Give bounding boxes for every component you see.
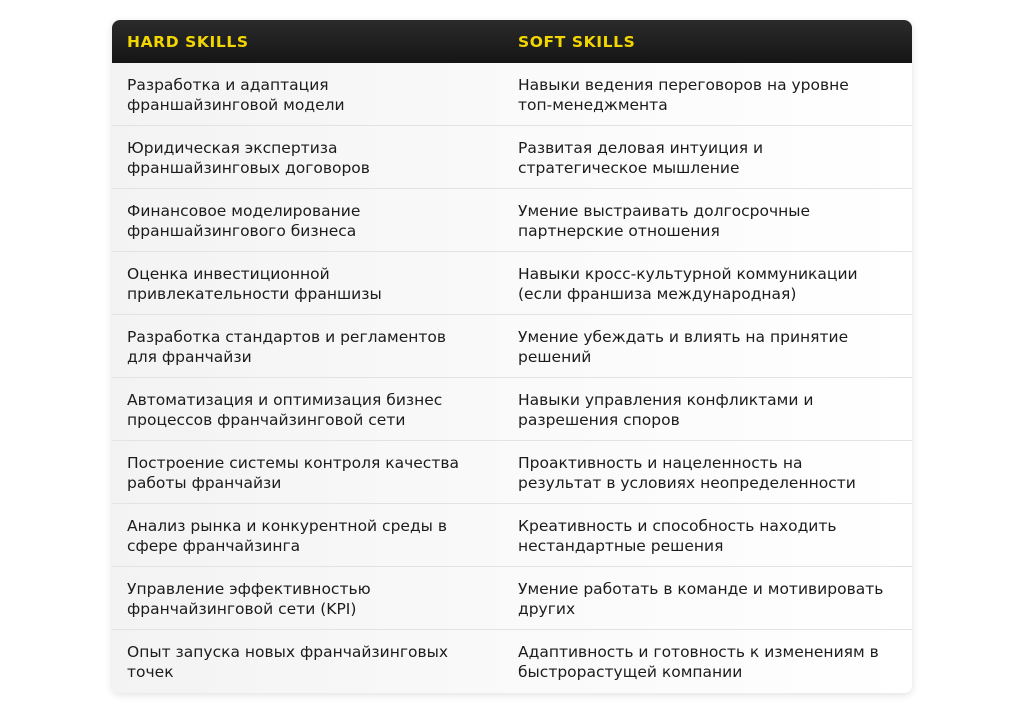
hard-skill-cell: Управление эффективностью франчайзинговой сети (KPI): [127, 580, 371, 618]
soft-skill-cell: Адаптивность и готовность к изменениям в быстрорастущей компании: [518, 643, 879, 681]
soft-skill-cell: Умение выстраивать долгосрочные партнерские отношения: [518, 202, 811, 240]
table-row: [112, 315, 912, 378]
soft-skill-cell: Навыки управления конфликтами и разрешения споров: [518, 391, 814, 429]
hard-skill-cell: Построение системы контроля качества работы франчайзи: [127, 454, 459, 492]
soft-skill-cell: Развитая деловая интуиция и стратегическое мышление: [518, 139, 764, 177]
table-row: [112, 63, 912, 126]
hard-skill-cell: Юридическая экспертиза франшайзинговых договоров: [127, 139, 370, 177]
soft-skill-cell: Навыки кросс-культурной коммуникации (если франшиза международная): [518, 265, 858, 303]
hard-skill-cell: Автоматизация и оптимизация бизнес процессов франчайзинговой сети: [127, 391, 443, 429]
table-row: [112, 378, 912, 441]
soft-skill-cell: Проактивность и нацеленность на результат в условиях неопределенности: [518, 454, 856, 492]
hard-skill-cell: Анализ рынка и конкурентной среды в сфере франчайзинга: [127, 517, 447, 555]
header-soft-skills: SOFT SKILLS: [518, 32, 636, 51]
skills-table: [112, 20, 912, 693]
hard-skill-cell: Разработка стандартов и регламентов для франчайзи: [127, 328, 447, 366]
header-hard-skills: HARD SKILLS: [127, 32, 249, 51]
table-row: [112, 126, 912, 189]
hard-skill-cell: Финансовое моделирование франшайзингового бизнеса: [127, 202, 361, 240]
table-body: [112, 63, 912, 693]
table-row: [112, 504, 912, 567]
soft-skill-cell: Навыки ведения переговоров на уровне топ-менеджмента: [518, 76, 849, 114]
hard-skill-cell: Опыт запуска новых франчайзинговых точек: [127, 643, 449, 681]
table-row: [112, 630, 912, 693]
soft-skill-cell: Умение работать в команде и мотивировать других: [518, 580, 884, 618]
table-header: [112, 20, 912, 63]
hard-skill-cell: Разработка и адаптация франшайзинговой модели: [127, 76, 345, 114]
table-row: [112, 567, 912, 630]
soft-skill-cell: Умение убеждать и влиять на принятие решений: [518, 328, 849, 366]
table-row: [112, 252, 912, 315]
soft-skill-cell: Креативность и способность находить нестандартные решения: [518, 517, 837, 555]
table-row: [112, 441, 912, 504]
table-row: [112, 189, 912, 252]
hard-skill-cell: Оценка инвестиционной привлекательности франшизы: [127, 265, 382, 303]
